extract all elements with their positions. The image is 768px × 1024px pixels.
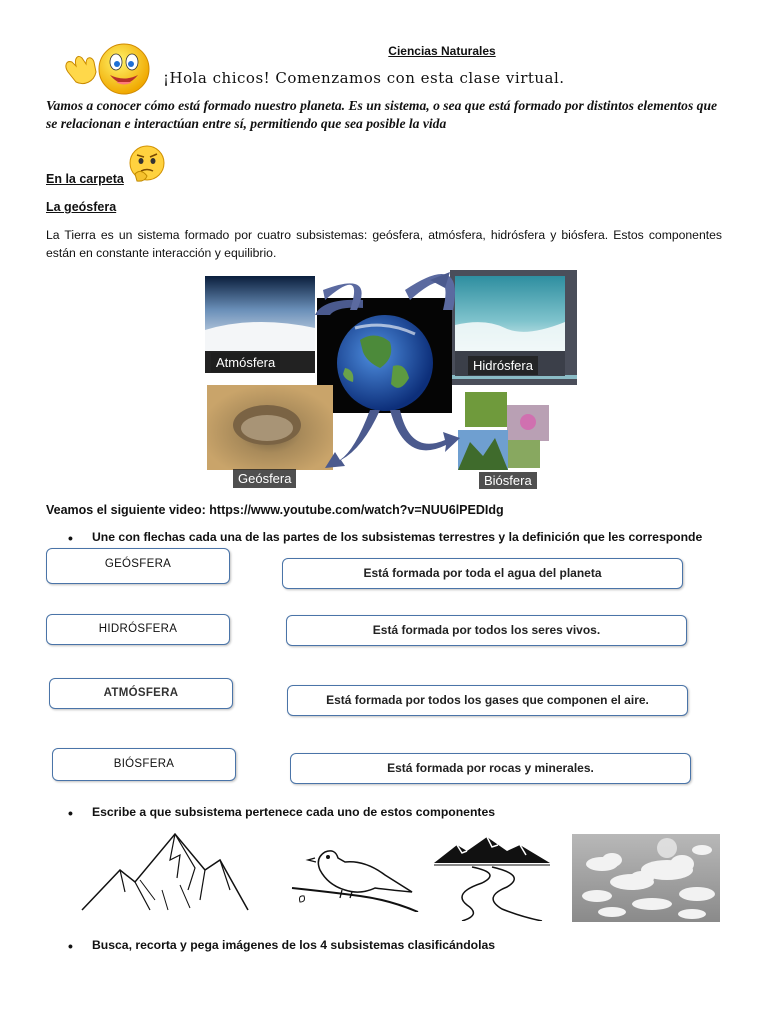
definition-seres-vivos[interactable]: Está formada por todos los seres vivos. <box>286 615 687 646</box>
term-biosfera[interactable]: BIÓSFERA <box>52 748 236 781</box>
video-label: Veamos el siguiente video: <box>46 503 206 517</box>
mountain-drawing-icon <box>80 830 250 912</box>
river-drawing-icon <box>432 833 554 921</box>
clouds-image <box>572 834 720 922</box>
label-biosfera: Biósfera <box>479 472 537 489</box>
earth-subsystems-diagram <box>195 270 577 492</box>
smiley-waving-icon <box>62 42 154 98</box>
match-instruction: • Une con flechas cada una de las partes de los subsistemas terrestres y la definición que les corresponde <box>70 530 680 544</box>
geosfera-heading: La geósfera <box>46 200 117 214</box>
label-geosfera: Geósfera <box>233 469 296 488</box>
term-hidrosfera[interactable]: HIDRÓSFERA <box>46 614 230 645</box>
label-atmosfera: Atmósfera <box>211 353 280 372</box>
definition-gases[interactable]: Está formada por todos los gases que componen el aire. <box>287 685 688 716</box>
subsystems-paragraph: La Tierra es un sistema formado por cuatro subsistemas: geósfera, atmósfera, hidrósfera y biósfera. Estos componentes están en constante interacción y equilibrio. <box>46 228 722 260</box>
term-atmosfera[interactable]: ATMÓSFERA <box>49 678 233 709</box>
thinking-face-icon <box>127 144 167 186</box>
definition-agua[interactable]: Está formada por toda el agua del planeta <box>282 558 683 589</box>
write-instruction: • Escribe a que subsistema pertenece cada uno de estos componentes <box>70 805 473 819</box>
cut-instruction: • Busca, recorta y pega imágenes de los 4 subsistemas clasificándolas <box>70 938 473 952</box>
page-title: Ciencias Naturales <box>388 44 496 58</box>
greeting-text: ¡Hola chicos! Comenzamos con esta clase virtual. <box>163 69 565 87</box>
video-link[interactable]: https://www.youtube.com/watch?v=NUU6lPEDIdg <box>209 503 504 517</box>
carpeta-heading: En la carpeta <box>46 172 124 186</box>
video-line <box>46 503 504 517</box>
intro-paragraph: Vamos a conocer cómo está formado nuestro planeta. Es un sistema, o sea que está formado por distintos elementos que se relacionan e interactúan entre sí, permitiendo que sea posible la vida <box>46 98 718 131</box>
definition-rocas[interactable]: Está formada por rocas y minerales. <box>290 753 691 784</box>
term-geosfera[interactable]: GEÓSFERA <box>46 548 230 584</box>
label-hidrosfera: Hidrósfera <box>468 356 538 375</box>
biosfera-image-plant <box>465 392 507 427</box>
bird-drawing-icon <box>290 840 420 912</box>
